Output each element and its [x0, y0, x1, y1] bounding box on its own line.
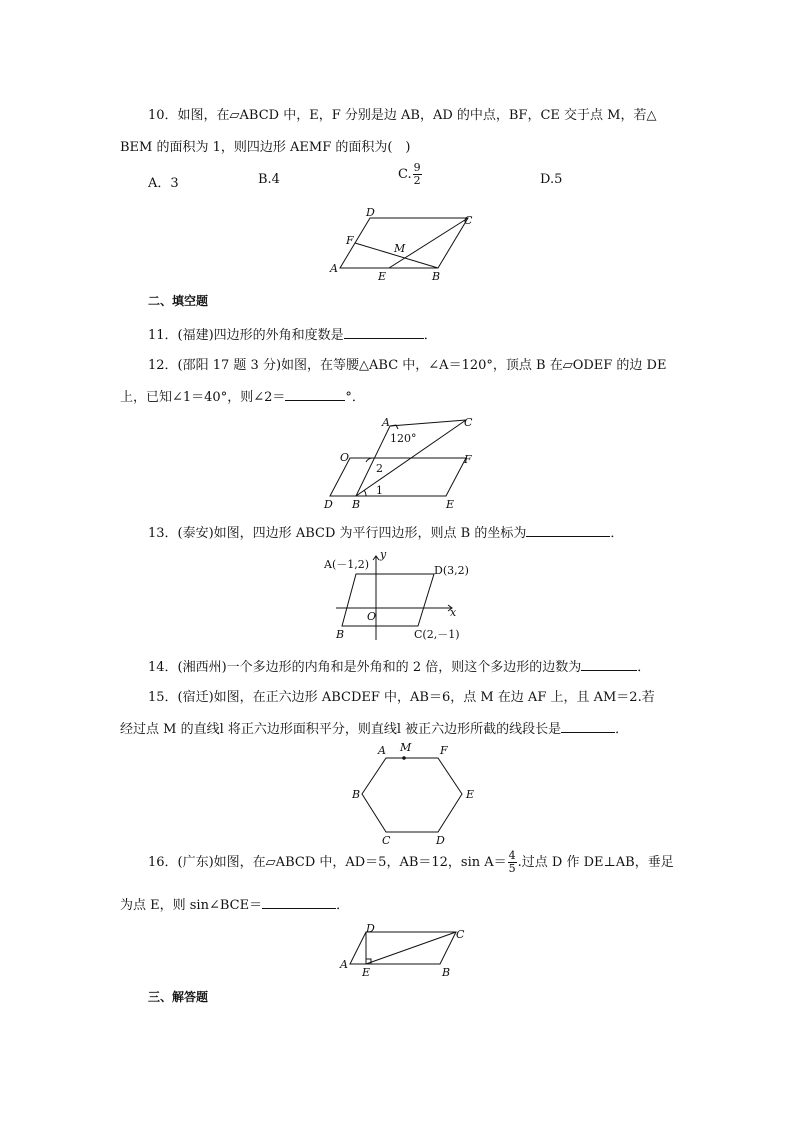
q13-label-b: B: [336, 628, 345, 641]
q12-side-ab: [356, 426, 390, 496]
q16-line1: [148, 850, 674, 875]
q13: [148, 522, 623, 541]
q15-hexagon-figure: [352, 740, 482, 850]
q16-label-c: C: [456, 928, 465, 941]
q12-label-d: D: [324, 498, 333, 511]
q10-option-c: [398, 162, 423, 187]
q12-angle-a-mark: [390, 425, 398, 429]
q13-label-d: D(3,2): [434, 564, 469, 577]
q14-text: 14．(湘西州)一个多边形的内角和是外角和的 2 倍，则这个多边形的边数为: [148, 660, 582, 675]
q13-answer-blank[interactable]: [526, 524, 610, 537]
q10-line2: BEM 的面积为 1，则四边形 AEMF 的面积为( ): [120, 140, 411, 155]
q10-option-c-numerator: 9: [413, 161, 421, 174]
q16-sin-fraction: [508, 850, 517, 875]
q11-end: ．: [423, 328, 437, 343]
q13-label-o: O: [367, 610, 377, 623]
q10-option-a: A．3: [148, 176, 179, 191]
q12-side-ac: [390, 420, 466, 426]
q16-line2-text: 为点 E，则 sin∠BCE＝: [120, 898, 263, 913]
q10-parallelogram-figure: [328, 206, 498, 286]
q15-label-f: F: [440, 744, 448, 757]
q13-end: ．: [610, 526, 624, 541]
q14-end: ．: [637, 660, 651, 675]
q16-fraction-numerator: 4: [508, 849, 516, 862]
q12-label-e: E: [446, 498, 455, 511]
section-answer-heading: 三、解答题: [148, 990, 209, 1004]
q16-label-d: D: [366, 922, 375, 935]
q13-label-x: x: [450, 606, 457, 619]
section-fill-in-heading: 二、填空题: [148, 294, 209, 308]
q10-label-f: F: [346, 234, 354, 247]
q16-answer-blank[interactable]: [262, 896, 336, 909]
q14: [148, 656, 650, 675]
q12-label-o: O: [340, 451, 350, 464]
q13-label-c: C(2,－1): [414, 628, 460, 641]
q10-option-d: D.5: [540, 172, 563, 187]
q12-answer-blank[interactable]: [285, 388, 345, 401]
q10-label-a: A: [330, 262, 338, 275]
q12-line2: [120, 386, 365, 405]
q12-line2-text: 上，已知∠1＝40°，则∠2＝: [120, 390, 286, 405]
q13-parallelogram-abcd: [342, 574, 434, 626]
q12-label-angle-1: 1: [376, 484, 383, 497]
q15-end: ．: [615, 722, 629, 737]
q12-label-a: A: [382, 416, 390, 429]
q15-label-d: D: [436, 834, 445, 847]
q15-point-m: [402, 756, 406, 760]
q11-answer-blank[interactable]: [344, 326, 424, 339]
q10-option-c-fraction: [413, 162, 422, 187]
q12-label-c: C: [464, 416, 473, 429]
q15-line2: [120, 718, 628, 737]
q15-label-m: M: [400, 741, 412, 754]
q10-label-m: M: [394, 242, 406, 255]
q10-label-d: D: [366, 206, 375, 219]
q15-label-a: A: [378, 744, 386, 757]
q12-angle-1-arc: [364, 490, 366, 496]
q12-figure: [320, 414, 480, 514]
q10-label-e: E: [378, 270, 387, 283]
q16-figure: [336, 922, 476, 980]
q13-label-y: y: [380, 548, 387, 561]
q12-end: °．: [345, 390, 365, 405]
q12-label-angle-2: 2: [376, 462, 383, 475]
q15-line2-text: 经过点 M 的直线l 将正六边形面积平分，则直线l 被正六边形所截的线段长是: [120, 722, 562, 737]
q16-line1-b: .过点 D 作 DE⊥AB，垂足: [517, 855, 674, 870]
q13-label-a: A(－1,2): [324, 558, 370, 571]
q15-label-e: E: [466, 788, 475, 801]
q16-label-e: E: [362, 966, 371, 979]
q15-line1: 15．(宿迁)如图，在正六边形 ABCDEF 中，AB＝6，点 M 在边 AF 上，且 AM＝2.若: [148, 690, 655, 705]
q10-option-c-denominator: 2: [413, 174, 421, 187]
q14-answer-blank[interactable]: [581, 658, 637, 671]
q16-line1-a: 16．(广东)如图，在▱ABCD 中，AD＝5，AB＝12，sin A＝: [148, 855, 507, 870]
q16-label-b: B: [442, 966, 451, 979]
q16-end: ．: [336, 898, 350, 913]
q16-label-a: A: [340, 958, 348, 971]
q11-text: 11．(福建)四边形的外角和度数是: [148, 328, 344, 343]
q15-label-c: C: [382, 834, 391, 847]
q13-text: 13．(泰安)如图，四边形 ABCD 为平行四边形，则点 B 的坐标为: [148, 526, 527, 541]
q12-label-b: B: [352, 498, 361, 511]
q12-parallelogram-odef: [330, 458, 466, 496]
q10-option-b: B.4: [258, 172, 280, 187]
q12-label-angle-120: 120°: [390, 432, 417, 445]
q16-line2: [120, 894, 349, 913]
q12-line1: 12．(邵阳 17 题 3 分)如图，在等腰△ABC 中，∠A＝120°，顶点 B 在▱ODEF 的边 DE: [148, 358, 667, 373]
q13-coordinate-figure: [322, 548, 482, 644]
q15-answer-blank[interactable]: [561, 720, 615, 733]
q15-label-b: B: [352, 788, 361, 801]
q12-angle-2-arc: [366, 458, 372, 462]
q15-hexagon-abcdef: [362, 758, 462, 832]
q16-fraction-denominator: 5: [508, 862, 516, 875]
q10-label-c: C: [464, 214, 473, 227]
q10-option-c-prefix: C.: [398, 167, 412, 182]
q11: [148, 324, 437, 343]
q10-label-b: B: [432, 270, 441, 283]
q10-line1: 10．如图，在▱ABCD 中，E，F 分别是边 AB，AD 的中点，BF，CE 交于点 M，若△: [148, 108, 657, 123]
q12-label-f: F: [464, 453, 472, 466]
